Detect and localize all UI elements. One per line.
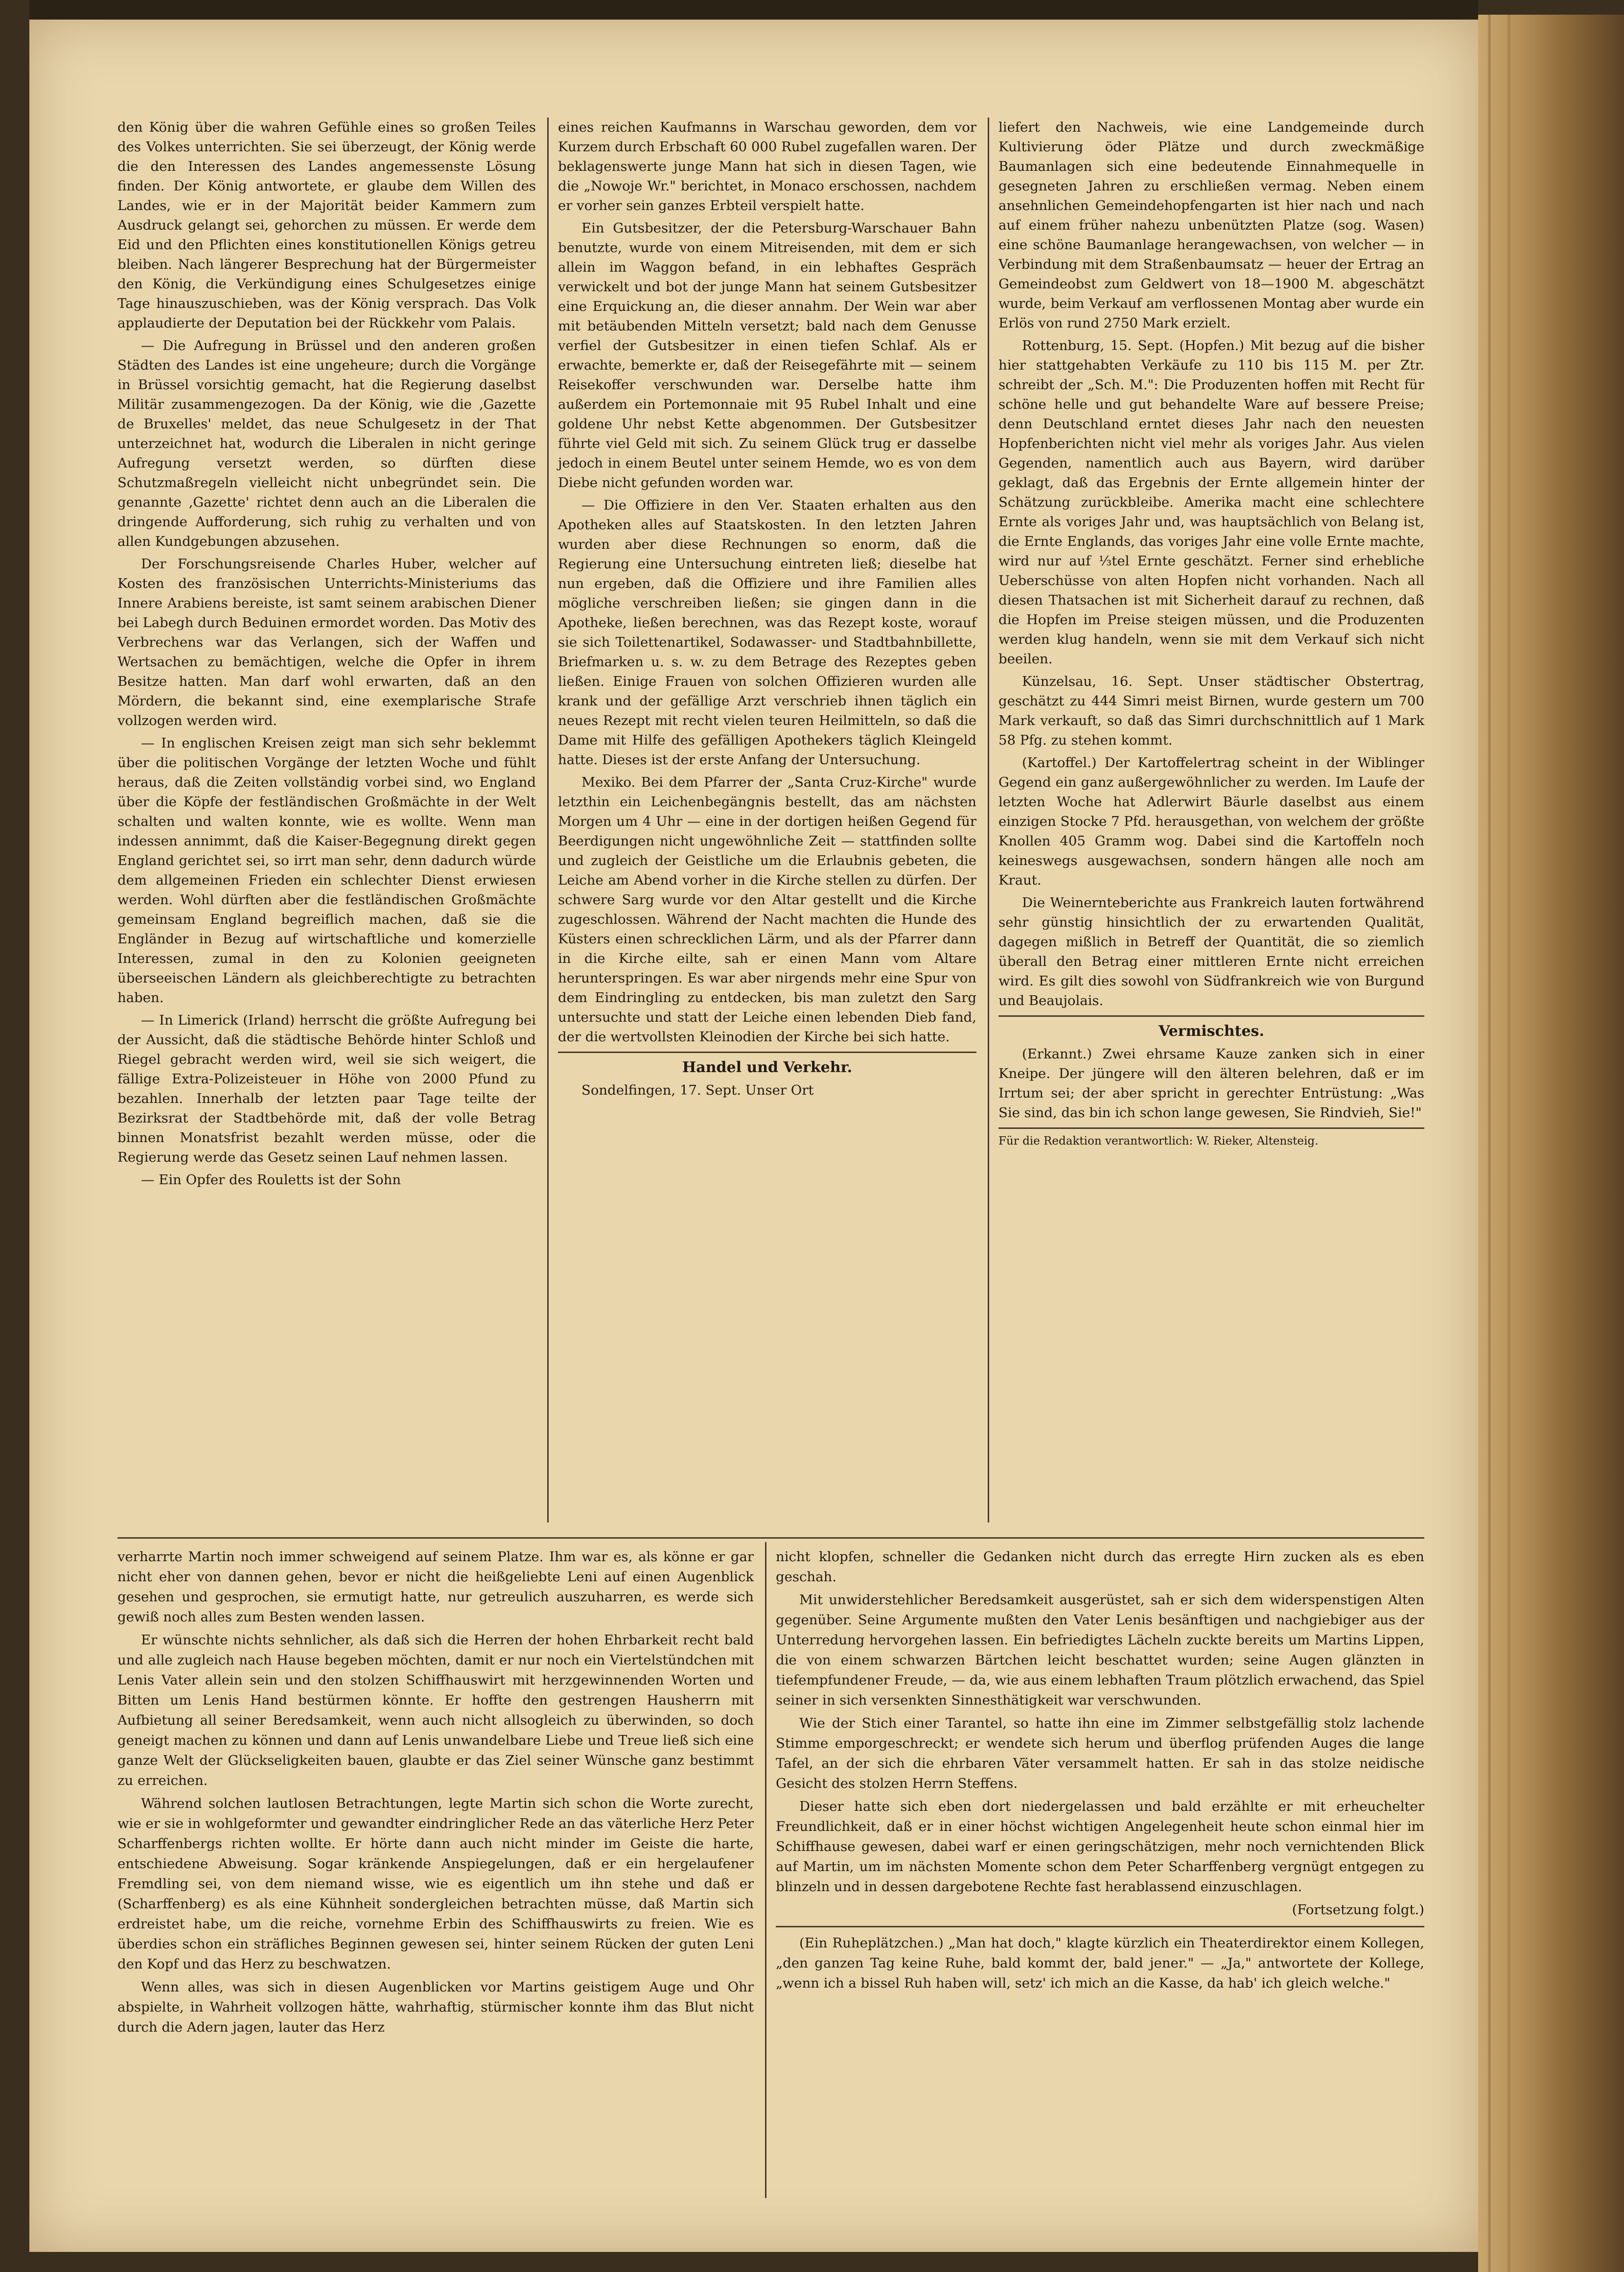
footer-rule — [998, 1127, 1424, 1129]
anecdote: (Ein Ruheplätzchen.) „Man hat doch," klagte kürzlich ein Theaterdirektor einem Kollegen, „den ganzen Tag keine Ruhe, bald kommt der, bald jener." — „Ja," antwortete der Kollege, „wenn ich a bissel Ruh haben will, setz' ich mich an die Kasse, da hab' ich gleich welche." — [776, 1935, 1424, 1991]
page-divider — [117, 1537, 1424, 1539]
col3-para: liefert den Nachweis, wie eine Landgemeinde durch Kultivierung öder Plätze und durch zweckmäßige Baumanlagen sich eine bedeutende Einnahmequelle in gesegneten Jahren zu erschließen vermag. Neben einem ansehnlichen Gemeindehopfengarten ist hier nach und nach auf einem früher nahezu unbenützten Platze (sog. Wasen) eine schöne Baumanlage herangewachsen, von welcher — in Verbindung mit dem Straßenbaumsatz — heuer der Ertrag an Gemeindeobst zum Geldwert von 18—1900 M. abgeschätzt wurde, beim Verkauf am verflossenen Montag aber wurde ein Erlös von rund 2750 Mark erzielt. — [998, 119, 1424, 331]
col3-para: (Kartoffel.) Der Kartoffelertrag scheint in der Wiblinger Gegend ein ganz außergewöhnlicher zu werden. Im Laufe der letzten Woche hat Adlerwirt Bäurle daselbst aus einem einzigen Stocke 7 Pfd. herausgethan, von welchem der größte Knollen 405 Gramm wog. Dabei sind die Kartoffeln noch keineswegs ausgewachsen, sondern hängen alle noch am Kraut. — [998, 755, 1424, 888]
editor-footer: Für die Redaktion verantwortlich: W. Rieker, Altensteig. — [998, 1135, 1319, 1148]
col1-para: — In Limerick (Irland) herrscht die größte Aufregung bei der Aussicht, daß die städtische Behörde hinter Schloß und Riegel gebracht werden wird, weil sie sich weigert, die fällige Extra-Polizeisteuer in Höhe von 2000 Pfund zu bezahlen. Innerhalb der letzten paar Tage teilte der Bezirksrat der Stadtbehörde mit, daß der volle Betrag binnen Monatsfrist bezahlt werden müsse, oder die Regierung werde das Gesetz seinen Lauf nehmen lassen. — [117, 1012, 536, 1165]
section-rule — [776, 1926, 1424, 1927]
feuilleton-para: Während solchen lautlosen Betrachtungen, legte Martin sich schon die Worte zurecht, wie er sie in wohlgeformter und gewandter eindringlicher Rede an das väterliche Herz Peter Scharffenbergs richten wollte. Er hörte dann auch nicht minder im Geiste die harte, entschiedene Abweisung. Sogar kränkende Anspiegelungen, daß er ein hergelaufener Fremdling sei, von dem niemand wisse, wie es eigentlich um ihn stehe und daß er (Scharffenberg) es als eine Kühnheit sondergleichen betrachten müsse, daß Martin sich erdreistet habe, um die reiche, vornehme Erbin des Schiffhauswirts zu freien. Wie es überdies schon ein sträfliches Beginnen gewesen sei, hinter seinem Rücken der guten Leni den Kopf und das Herz zu beschwatzen. — [117, 1796, 754, 1972]
feuilleton-para: verharrte Martin noch immer schweigend auf seinem Platze. Ihm war es, als könne er gar nicht eher von dannen gehen, bevor er nicht die heißgeliebte Leni auf einen Augenblick gesehen und gesprochen, sie ermutigt hatte, nur getreulich auszuharren, es werde sich gewiß noch alles zum Besten wenden lassen. — [117, 1549, 754, 1625]
col2-para: Ein Gutsbesitzer, der die Petersburg-Warschauer Bahn benutzte, wurde von einem Mitreisenden, mit dem er sich allein im Waggon befand, in ein lebhaftes Gespräch verwickelt und bot der junge Mann hat seinem Gutsbesitzer eine Erquickung an, die dieser annahm. Der Wein war aber mit betäubenden Mitteln versetzt; bald nach dem Genusse verfiel der Gutsbesitzer in einen tiefen Schlaf. Als er erwachte, bemerkte er, daß der Reisegefährte mit — seinem Reisekoffer verschwunden war. Derselbe hatte ihm außerdem ein Portemonnaie mit 95 Rubel Inhalt und eine goldene Uhr nebst Kette abgenommen. Der Gutsbesitzer führte viel Geld mit sich. Zu seinem Glück trug er dasselbe jedoch in einem Beutel unter seinem Hemde, wo es von dem Diebe nicht gefunden worden war. — [558, 220, 976, 491]
feuilleton-para: Dieser hatte sich eben dort niedergelassen und bald erzählte er mit erheuchelter Freundlichkeit, daß er in einer höchst wichtigen Angelegenheit heute schon einmal hier im Schiffhause gewesen, dabei warf er einen geringschätzigen, mehr noch vernichtenden Blick auf Martin, um im nächsten Momente schon dem Peter Scharffenberg vergnügt entgegen zu blinzeln und in dessen dargebotene Rechte fast herablassend einzuschlagen. — [776, 1799, 1424, 1895]
col1-para: — Die Aufregung in Brüssel und den anderen großen Städten des Landes ist eine ungeheure; durch die Vorgänge in Brüssel vorsichtig gemacht, hat die Regierung daselbst Militär zusammengezogen. Da der König, wie die ‚Gazette de Bruxelles' meldet, das neue Schulgesetz in der That unterzeichnet hat, wodurch die Liberalen in nicht geringe Aufregung versetzt werden, so dürften diese Schutzmaßregeln vielleicht nicht unbegründet sein. Die genannte ‚Gazette' richtet denn auch an die Liberalen die dringende Aufforderung, sich ruhig zu verhalten und von allen Kundgebungen abzusehen. — [117, 338, 536, 549]
column-2 — [558, 117, 976, 1103]
feuilleton-para: Mit unwiderstehlicher Beredsamkeit ausgerüstet, sah er sich dem widerspenstigen Alten gegenüber. Seine Argumente mußten den Vater Lenis besänftigen und nachgiebiger aus der Unterredung hervorgehen lassen. Ein befriedigtes Lächeln zuckte bereits um Martins Lippen, die von einem schwarzen Bärtchen leicht beschattet wurden; seine Augen glänzten in tiefempfundener Freude, — da, wie aus einem lebhaften Traum plötzlich erwachend, das Spiel seiner in sich versenkten Sinnesthätigkeit war verschwunden. — [776, 1592, 1424, 1708]
feuilleton-para: Wie der Stich einer Tarantel, so hatte ihn eine im Zimmer selbstgefällig stolz lachende Stimme emporgeschreckt; er wendete sich herum und überflog prüfenden Auges die lange Tafel, an der sich die ehrbaren Väter versammelt hatten. Er sah in das stolze neidische Gesicht des stolzen Herrn Steffens. — [776, 1715, 1424, 1791]
section-heading: Handel und Verkehr. — [682, 1059, 853, 1076]
feuilleton-left — [117, 1547, 754, 2040]
col1-para: — Ein Opfer des Rouletts ist der Sohn — [141, 1172, 401, 1188]
continuation-note: (Fortsetzung folgt.) — [1292, 1902, 1424, 1918]
col1-para: den König über die wahren Gefühle eines so großen Teiles des Volkes unterrichten. Sie sei überzeugt, der König werde die den Interessen des Landes angemessenste Lösung finden. Der König antwortete, er glaube dem Willen des Landes, wie er in der Majorität beider Kammern zum Ausdruck gelangt sei, gehorchen zu müssen. Er werde dem Eid und den Pflichten eines konstitutionellen Königs getreu bleiben. Nach längerer Besprechung hat der Bürgermeister den König, die Verkündigung eines Schulgesetzes einige Tage hinauszuschieben, was der König versprach. Das Volk applaudierte der Deputation bei der Rückkehr vom Palais. — [117, 119, 536, 331]
col3-para: Die Weinernteberichte aus Frankreich lauten fortwährend sehr günstig hinsichtlich der zu erwartenden Qualität, dagegen mißlich in Betreff der Quantität, die so ziemlich überall den Betrag einer mittleren Ernte nicht erreichen wird. Es gilt dies sowohl von Südfrankreich wie von Burgund und Beaujolais. — [998, 895, 1424, 1008]
col2-section-text: Sondelfingen, 17. Sept. Unser Ort — [581, 1082, 814, 1098]
feuilleton-right — [776, 1547, 1424, 1996]
col2-para: eines reichen Kaufmanns in Warschau geworden, dem vor Kurzem durch Erbschaft 60 000 Rubel zugefallen waren. Der beklagenswerte junge Mann hat sich in diesen Tagen, wie die „Nowoje Wr." berichtet, in Monaco erschossen, nachdem er vorher sein ganzes Erbteil verspielt hatte. — [558, 119, 976, 213]
col1-para: — In englischen Kreisen zeigt man sich sehr beklemmt über die politischen Vorgänge der letzten Woche und fühlt heraus, daß die Zeiten vollständig vorbei sind, wo England über die Köpfe der festländischen Großmächte in der Welt schalten und walten konnte, wie es wollte. Wenn man indessen annimmt, daß die Kaiser-Begegnung direkt gegen England gerichtet sei, so irrt man sehr, denn dadurch würde dem allgemeinen Frieden ein schlechter Dienst erwiesen werden. Wohl dürften aber die festländischen Großmächte gemeinsam England begreiflich machen, daß sie die Engländer in Bezug auf wirtschaftliche und komerzielle Interessen, zumal in den zu Kolonien geeigneten überseeischen Ländern als gleichberechtigte zu betrachten haben. — [117, 735, 536, 1006]
column-rule — [547, 117, 549, 1522]
section-heading: Vermischtes. — [1159, 1023, 1264, 1040]
col3-para: Rottenburg, 15. Sept. (Hopfen.) Mit bezug auf die bisher hier stattgehabten Verkäufe zu 110 bis 115 M. per Ztr. schreibt der „Sch. M.": Die Produzenten hoffen mit Recht für schöne helle und gut behandelte Ware auf bessere Preise; denn Deutschland erntet dieses Jahr nach den neuesten Hopfenberichten nicht viel mehr als voriges Jahr. Aus vielen Gegenden, namentlich auch aus Bayern, wird darüber geklagt, daß das Ergebnis der Ernte allgemein hinter der Schätzung zurückbleibe. Amerika macht eine schlechtere Ernte als voriges Jahr und, was hauptsächlich von Belang ist, die Ernte Englands, das voriges Jahr eine volle Ernte machte, wird nur auf ⅓tel Ernte geschätzt. Ferner sind erhebliche Ueberschüsse von alten Hopfen nicht vorhanden. Nach all diesen Thatsachen ist mit Sicherheit darauf zu rechnen, daß die Hopfen im Preise steigen müssen, und die Produzenten werden klug handeln, wenn sie mit dem Verkauf sich nicht beeilen. — [998, 338, 1424, 667]
newspaper-page — [29, 20, 1478, 2252]
column-rule — [765, 1542, 766, 2198]
col1-para: Der Forschungsreisende Charles Huber, welcher auf Kosten des französischen Unterrichts-Ministeriums das Innere Arabiens bereiste, ist samt seinem arabischen Diener bei Labegh durch Beduinen ermordet worden. Das Motiv des Verbrechens war das Verlangen, sich der Waffen und Wertsachen zu bemächtigen, welche die Opfer in ihrem Besitze hatten. Man darf wohl erwarten, daß an den Mördern, die bekannt sind, eine exemplarische Strafe vollzogen werden wird. — [117, 556, 536, 728]
column-3 — [998, 117, 1424, 1148]
section-rule — [998, 1015, 1424, 1017]
col2-para: — Die Offiziere in den Ver. Staaten erhalten aus den Apotheken alles auf Staatskosten. In den letzten Jahren wurden aber diese Rechnungen so enorm, daß die Regierung eine Untersuchung eintreten ließ; dieselbe hat nun ergeben, daß die Offiziere und ihre Familien alles mögliche verschreiben ließen; sie gingen dann in die Apotheke, ließen berechnen, was das Rezept koste, worauf sie sich Toilettenartikel, Sodawasser- und Stadtbahnbillette, Briefmarken u. s. w. zu dem Betrage des Rezeptes geben ließen. Einige Frauen von solchen Offizieren wurden alle krank und der gefällige Arzt verschrieb ihnen täglich ein neues Rezept mit recht vielen teuren Heilmitteln, so daß die Dame mit Hilfe des gefälligen Apothekers täglich Kleingeld hatte. Dieses ist der erste Anfang der Untersuchung. — [558, 497, 976, 768]
col2-para: Mexiko. Bei dem Pfarrer der „Santa Cruz-Kirche" wurde letzthin ein Leichenbegängnis bestellt, das am nächsten Morgen um 4 Uhr — eine in der dortigen heißen Gegend für Beerdigungen nicht ungewöhnliche Zeit — stattfinden sollte und zugleich der Geistliche um die Erlaubnis gebeten, die Leiche am Abend vorher in die Kirche stellen zu dürfen. Der schwere Sarg wurde vor den Altar gestellt und die Kirche zugeschlossen. Während der Nacht machten die Hunde des Küsters einen schrecklichen Lärm, und als der Pfarrer dann in die Kirche eilte, sah er einen Mann vom Altare herunterspringen. Es war aber nirgends mehr eine Spur von dem Eindringling zu entdecken, bis man zuletzt den Sarg untersuchte und statt der Leiche einen lebenden Dieb fand, der die wertvollsten Kleinodien der Kirche bei sich hatte. — [558, 774, 976, 1045]
column-1 — [117, 117, 536, 1193]
top-shadow — [29, 0, 1478, 20]
col3-section-text: (Erkannt.) Zwei ehrsame Kauze zanken sich in einer Kneipe. Der jüngere will den älteren belehren, daß er im Irrtum sei; der aber spricht in gerechter Entrüstung: „Was Sie sind, das bin ich schon lange gewesen, Sie Rindvieh, Sie!" — [998, 1046, 1424, 1121]
col3-para: Künzelsau, 16. Sept. Unser städtischer Obstertrag, geschätzt zu 444 Simri meist Birnen, wurde gestern um 700 Mark verkauft, so daß das Simri durchschnittlich auf 1 Mark 58 Pfg. zu stehen kommt. — [998, 674, 1424, 748]
feuilleton-para: Er wünschte nichts sehnlicher, als daß sich die Herren der hohen Ehrbarkeit recht bald und alle zugleich nach Hause begeben möchten, damit er nur noch ein Viertelstündchen mit Lenis Vater allein sein und den stolzen Schiffhauswirt mit herzgewinnenden Worten und Bitten um Lenis Hand bestürmen könnte. Er hoffte den gestrengen Hausherrn mit Aufbietung all seiner Beredsamkeit, wenn auch nicht allsogleich zu überwinden, so doch geneigt machen zu können und dann auf Lenis unwandelbare Liebe und Treue ließ sich eine ganze Welt der Glückseligkeiten bauen, glaubte er das Ziel seiner Wünsche ganz bestimmt zu erreichen. — [117, 1632, 754, 1788]
book-spine — [1478, 15, 1624, 2272]
section-rule — [558, 1052, 976, 1053]
column-rule — [988, 117, 989, 1522]
feuilleton-para: nicht klopfen, schneller die Gedanken nicht durch das erregte Hirn zucken als es eben geschah. — [776, 1549, 1424, 1585]
feuilleton-para: Wenn alles, was sich in diesen Augenblicken vor Martins geistigem Auge und Ohr abspielte, in Wahrheit vollzogen hätte, wahrhaftig, stürmischer konnte ihm das Blut nicht durch die Adern jagen, lauter das Herz — [117, 1979, 754, 2035]
